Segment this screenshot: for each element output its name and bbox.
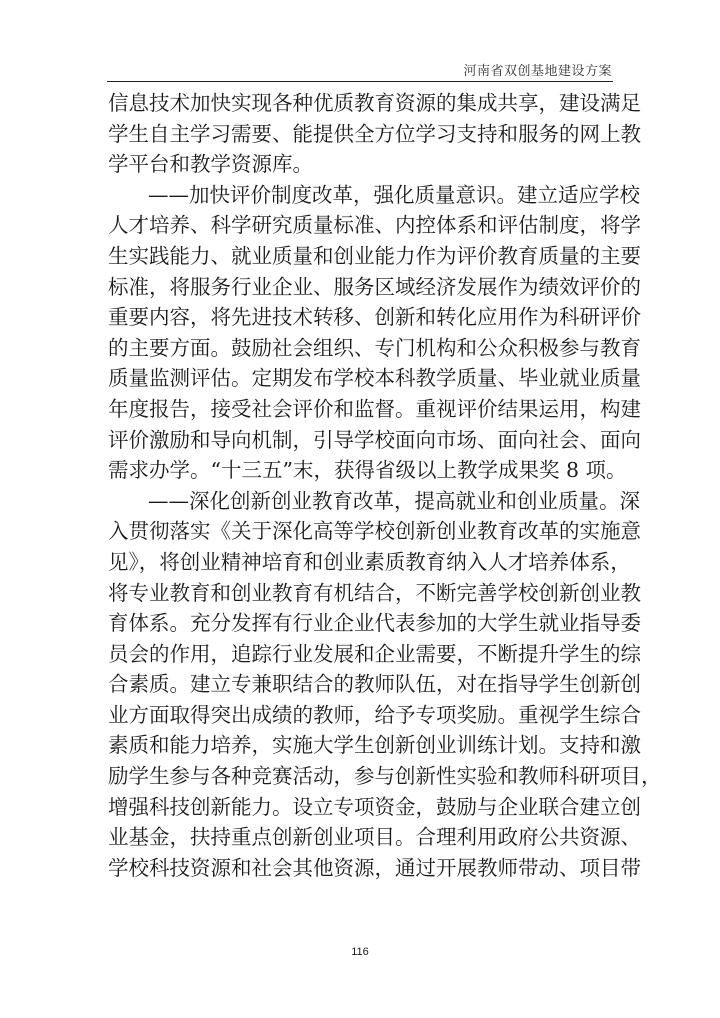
- text-line: 业方面取得突出成绩的教师，给予专项奖励。重视学生综合: [108, 702, 641, 727]
- text-line: 生实践能力、就业质量和创业能力作为评价教育质量的主要: [108, 243, 641, 268]
- text-line: 业基金，扶持重点创新创业项目。合理利用政府公共资源、: [108, 825, 641, 850]
- text-line: 励学生参与各种竞赛活动，参与创新性实验和教师科研项目，: [108, 764, 662, 789]
- text-line: 重要内容，将先进技术转移、创新和转化应用作为科研评价: [108, 305, 641, 330]
- text-line: ——加快评价制度改革，强化质量意识。建立适应学校: [148, 182, 640, 207]
- text-line: 人才培养、科学研究质量标准、内控体系和评估制度，将学: [108, 213, 641, 238]
- text-line: 育体系。充分发挥有行业企业代表参加的大学生就业指导委: [108, 611, 641, 636]
- header-rule-divider: [107, 81, 613, 82]
- text-line: 将专业教育和创业教育有机结合，不断完善学校创新创业教: [108, 580, 641, 605]
- text-line: 质量监测评估。定期发布学校本科教学质量、毕业就业质量: [108, 366, 641, 391]
- text-line: 评价激励和导向机制，引导学校面向市场、面向社会、面向: [108, 427, 641, 452]
- text-line: 需求办学。“十三五”末，获得省级以上教学成果奖 8 项。: [108, 458, 627, 483]
- text-line: 见》，将创业精神培育和创业素质教育纳入人才培养体系，: [108, 549, 631, 574]
- page-number: 116: [351, 946, 369, 958]
- body-text: [108, 88, 662, 883]
- text-line: 学校科技资源和社会其他资源，通过开展教师带动、项目带: [108, 855, 641, 880]
- text-line: 年度报告，接受社会评价和监督。重视评价结果运用，构建: [108, 396, 641, 421]
- text-line: 增强科技创新能力。设立专项资金，鼓励与企业联合建立创: [108, 794, 641, 819]
- running-header-title: 河南省双创基地建设方案: [463, 64, 612, 79]
- text-line: 标准，将服务行业企业、服务区域经济发展作为绩效评价的: [108, 274, 641, 299]
- text-line: 信息技术加快实现各种优质教育资源的集成共享，建设满足: [108, 91, 641, 115]
- text-line: 学平台和教学资源库。: [108, 152, 313, 177]
- text-line: 素质和能力培养，实施大学生创新创业训练计划。支持和激: [108, 733, 641, 758]
- text-line: 合素质。建立专兼职结合的教师队伍，对在指导学生创新创: [108, 672, 641, 697]
- text-line: ——深化创新创业教育改革，提高就业和创业质量。深: [148, 488, 640, 513]
- text-line: 员会的作用，追踪行业发展和企业需要，不断提升学生的综: [108, 641, 641, 666]
- text-line: 的主要方面。鼓励社会组织、专门机构和公众积极参与教育: [108, 335, 641, 360]
- text-line: 学生自主学习需要、能提供全方位学习支持和服务的网上教: [108, 121, 641, 146]
- text-line: 入贯彻落实《关于深化高等学校创新创业教育改革的实施意: [108, 519, 641, 544]
